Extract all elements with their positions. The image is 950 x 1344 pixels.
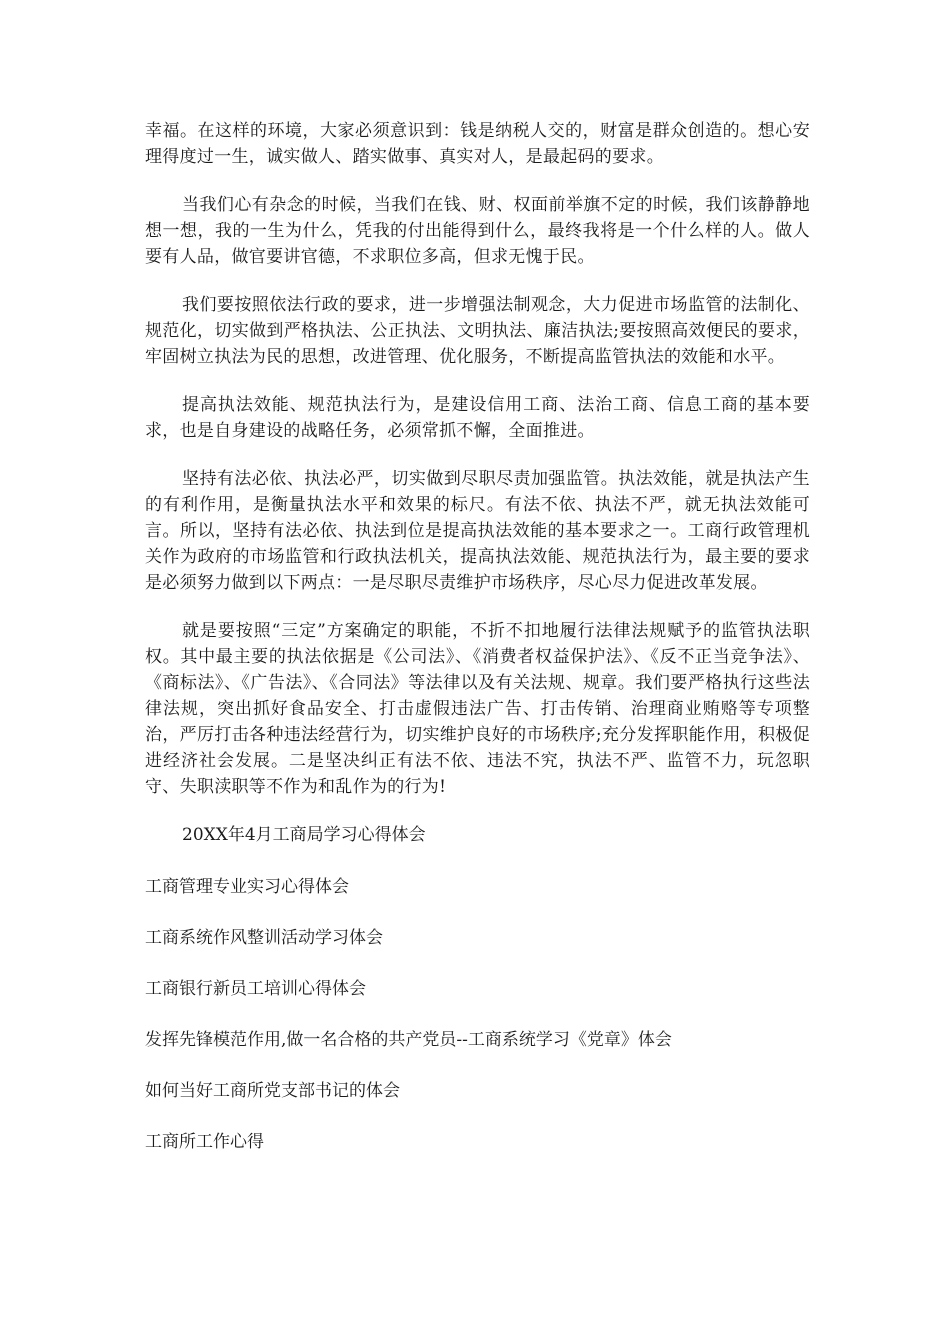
paragraph: 幸福。在这样的环境，大家必须意识到：钱是纳税人交的，财富是群众创造的。想心安理得度过一生，诚实做人、踏实做事、真实对人，是最起码的要求。 [145,121,810,167]
related-article-link[interactable]: 发挥先锋模范作用,做一名合格的共产党员--工商系统学习《党章》体会 [145,1030,672,1050]
related-article-link[interactable]: 如何当好工商所党支部书记的体会 [145,1081,400,1101]
document-body [145,118,810,1180]
paragraph: 提高执法效能、规范执法行为，是建设信用工商、法治工商、信息工商的基本要求，也是自身建设的战略任务，必须常抓不懈，全面推进。 [145,395,810,441]
paragraph: 当我们心有杂念的时候，当我们在钱、财、权面前举旗不定的时候，我们该静静地想一想，我的一生为什么，凭我的付出能得到什么，最终我将是一个什么样的人。做人要有人品，做官要讲官德，不求职位多高，但求无愧于民。 [145,195,810,267]
related-article-link[interactable]: 工商所工作心得 [145,1132,264,1152]
related-article-link[interactable]: 工商管理专业实习心得体会 [145,877,349,897]
related-article-link[interactable]: 工商系统作风整训活动学习体会 [145,928,383,948]
paragraph: 坚持有法必依、执法必严，切实做到尽职尽责加强监管。执法效能，就是执法产生的有利作用，是衡量执法水平和效果的标尺。有法不依、执法不严，就无执法效能可言。所以，坚持有法必依、执法到位是提高执法效能的基本要求之一。工商行政管理机关作为政府的市场监管和行政执法机关，提高执法效能、规范执法行为，最主要的要求是必须努力做到以下两点：一是尽职尽责维护市场秩序，尽心尽力促进改革发展。 [145,469,810,593]
article-date-title: 20XX年4月工商局学习心得体会 [182,825,426,845]
paragraph: 我们要按照依法行政的要求，进一步增强法制观念，大力促进市场监管的法制化、规范化，切实做到严格执法、公正执法、文明执法、廉洁执法;要按照高效便民的要求，牢固树立执法为民的思想，改进管理、优化服务，不断提高监管执法的效能和水平。 [145,295,810,367]
related-articles-list [145,874,810,1155]
related-article-link[interactable]: 工商银行新员工培训心得体会 [145,979,366,999]
paragraph: 就是要按照“三定”方案确定的职能，不折不扣地履行法律法规赋予的监管执法职权。其中最主要的执法依据是《公司法》、《消费者权益保护法》、《反不正当竞争法》、《商标法》、《广告法》、《合同法》等法律以及有关法规、规章。我们要严格执行这些法律法规，突出抓好食品安全、打击虚假违法广告、打击传销、治理商业贿赂等专项整治，严厉打击各种违法经营行为，切实维护良好的市场秩序;充分发挥职能作用，积极促进经济社会发展。二是坚决纠正有法不依、违法不究，执法不严、监管不力，玩忽职守、失职渎职等不作为和乱作为的行为! [145,621,810,797]
